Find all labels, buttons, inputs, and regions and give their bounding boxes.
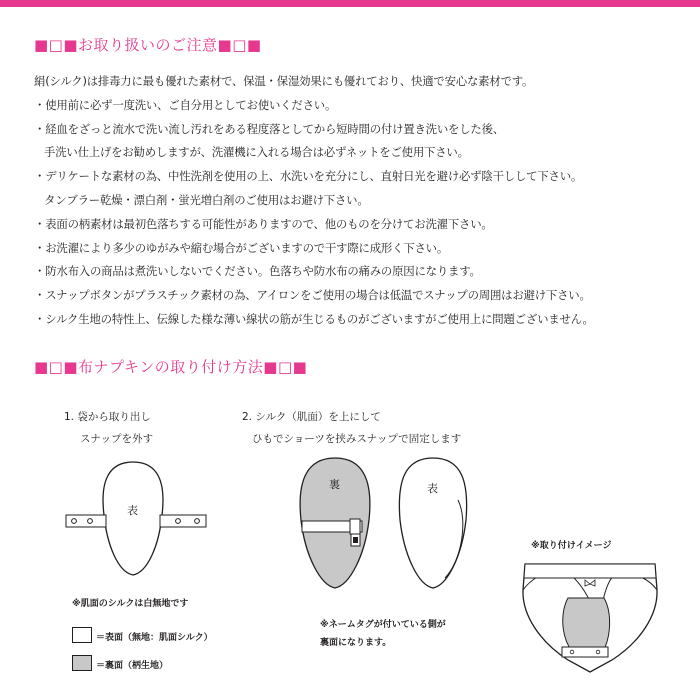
care-line: ・表面の柄素材は最初色落ちする可能性がありますので、他のものを分けてお洗濯下さい。 [34,216,493,231]
step2-front-label: 表 [427,482,438,495]
care-line: 手洗い仕上げをお勧めしますが、洗濯機に入れる場合は必ずネットをご使用下さい。 [44,145,469,160]
care-line: 絹(シルク)は排毒力に最も優れた素材で、保温・保湿効果にも優れており、快適で安心な素材です。 [34,74,534,88]
shorts-illustration [523,564,657,672]
care-line: ・経血をざっと流水で洗い流し汚れをある程度落としてから短時間の付け置き洗いをした後、 [34,121,505,136]
step1-front-label: 表 [127,504,138,517]
image-caption: ※取り付けイメージ [531,541,612,551]
step2-line2: ひもでショーツを挟みスナップで固定します [252,433,462,445]
step1-pad-illustration [66,462,206,575]
care-line: ・シルク生地の特性上、伝線した様な薄い線状の筋が生じるものがございますがご使用上に問題ございません。 [34,311,594,326]
care-line: タンブラー乾燥・漂白剤・蛍光増白剤のご使用はお避け下さい。 [44,192,369,207]
legend-back-label: ＝裏面（柄生地） [96,661,169,671]
step2-back-label: 裏 [329,478,340,491]
care-line: ・防水布入の商品は煮洗いしないでください。色落ちや防水布の痛みの原因になります。 [34,264,481,279]
care-line: ・スナップボタンがプラスチック素材の為、アイロンをご使用の場合は低温でスナップの周囲はお避け下さい。 [34,288,591,303]
step2-line1: 2. シルク（肌面）を上にして [242,411,381,423]
step1-note: ※肌面のシルクは白無地です [72,599,189,609]
step2-note-line2: 裏面になります。 [320,638,392,648]
step1-line2: スナップを外す [80,433,154,445]
care-line: ・デリケートな素材の為、中性洗剤を使用の上、水洗いを充分にし、直射日光を避け必ず陰干しして下さい。 [34,169,583,184]
step2-note-line1: ※ネームタグが付いている側が [320,620,446,630]
legend-front-swatch [72,627,92,643]
step2-front-pad-illustration [399,458,466,588]
care-line: ・使用前に必ず一度洗い、ご自分用としてお使いください。 [34,97,337,112]
step1-line1: 1. 袋から取り出し [64,411,151,423]
care-heading: ■□■お取り扱いのご注意■□■ [34,36,262,54]
legend-back-swatch [72,655,92,671]
legend-front-label: ＝表面（無地：肌面シルク） [96,633,213,643]
care-line: ・お洗濯により多少のゆがみや縮む場合がございますので干す際に成形く下さい。 [34,240,449,255]
attach-heading: ■□■布ナプキンの取り付け方法■□■ [34,358,308,376]
